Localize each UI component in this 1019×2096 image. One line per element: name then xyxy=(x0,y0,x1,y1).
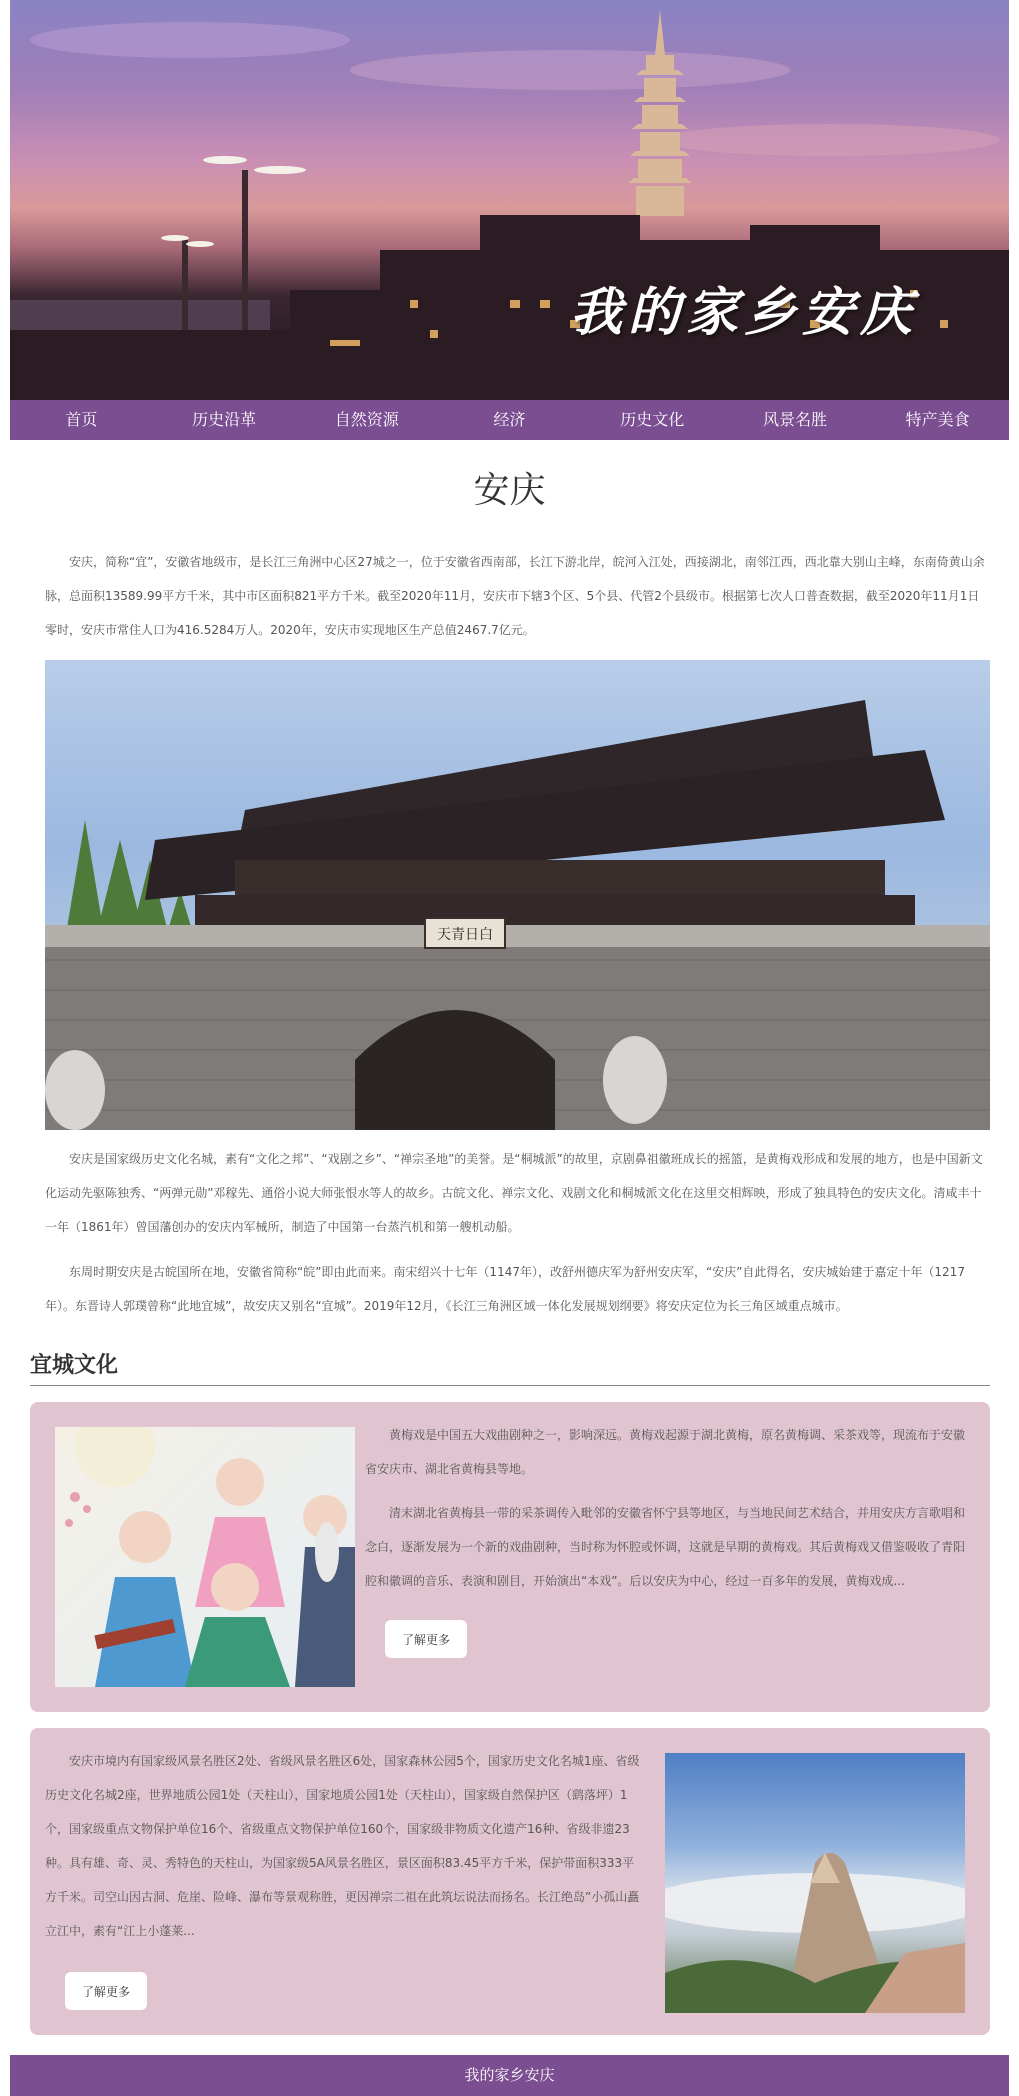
huangmei-opera-text xyxy=(365,1418,965,1598)
section-title: 宜城文化 xyxy=(30,1353,119,1378)
culture-paragraph: 安庆是国家级历史文化名城，素有“文化之邦”、“戏剧之乡”、“禅宗圣地”的美誉。是“桐城派”的故里，京剧鼻祖徽班成长的摇篮，是黄梅戏形成和发展的地方，也是中国新文化运动先驱陈独秀、“两弹元勋”邓稼先、通俗小说大师张恨水等人的故乡。古皖文化、禅宗文化、戏剧文化和桐城派文化在这里交相辉映，形成了独具特色的安庆文化。清咸丰十一年（1861年）曾国藩创办的安庆内军械所，制造了中国第一台蒸汽机和第一艘机动船。 xyxy=(45,1152,983,1234)
nav-item-home[interactable]: 首页 xyxy=(65,410,98,429)
city-gate-illustration xyxy=(45,660,990,1130)
huangmei-opera-image xyxy=(55,1427,355,1687)
banner-title: 我的家乡安庆 xyxy=(570,282,919,343)
section-divider xyxy=(30,1385,990,1386)
nav-item-specialties[interactable]: 特产美食 xyxy=(905,410,970,429)
tianzhu-mountain-image xyxy=(665,1753,965,2013)
footer: 我的家乡安庆 xyxy=(10,2055,1009,2096)
learn-more-button-scenery[interactable]: 了解更多 xyxy=(65,1972,147,2010)
history-paragraph: 东周时期安庆是古皖国所在地，安徽省简称“皖”即由此而来。南宋绍兴十七年（1147年），改舒州德庆军为舒州安庆军，“安庆”自此得名，安庆城始建于嘉定十年（1217年）。东晋诗人郭璞曾称“此地宜城”，故安庆又别名“宜城”。2019年12月，《长江三角洲区域一体化发展规划纲要》将安庆定位为长三角区域重点城市。 xyxy=(45,1265,965,1313)
opera-performers-illustration xyxy=(55,1427,355,1687)
nav-item-economy[interactable]: 经济 xyxy=(493,410,526,429)
scenery-card xyxy=(30,1728,990,2035)
scenery-text xyxy=(45,1744,645,1948)
header-banner xyxy=(10,0,1009,400)
huangmei-opera-para-1: 黄梅戏是中国五大戏曲剧种之一，影响深远。黄梅戏起源于湖北黄梅，原名黄梅调、采茶戏等，现流布于安徽省安庆市、湖北省黄梅县等地。 xyxy=(365,1428,966,1476)
scenery-para-1: 安庆市境内有国家级风景名胜区2处、省级风景名胜区6处，国家森林公园5个，国家历史文化名城1座、省级历史文化名城2座，世界地质公园1处（天柱山），国家地质公园1处（天柱山），国家级自然保护区（鹞落坪）1个，国家级重点文物保护单位16个、省级重点文物保护单位160个，国家级非物质文化遗产16种、省级非遗23种。具有雄、奇、灵、秀特色的天柱山，为国家级5A风景名胜区，景区面积83.45平方千米，保护带面积333平方千米。司空山因古洞、危崖、险峰、瀑布等景观称胜，更因禅宗二祖在此筑坛说法而扬名。长江绝岛”小孤山矗立江中，素有“江上小蓬莱... xyxy=(45,1754,640,1938)
nav-item-culture[interactable]: 历史文化 xyxy=(620,410,685,429)
page xyxy=(10,0,1009,2096)
nav-item-scenery[interactable]: 风景名胜 xyxy=(762,410,827,429)
main-nav xyxy=(10,400,1009,440)
nav-item-natural-resources[interactable]: 自然资源 xyxy=(334,410,399,429)
mountain-illustration xyxy=(665,1753,965,2013)
huangmei-opera-card xyxy=(30,1402,990,1712)
gate-sign-text: 天青日白 xyxy=(437,927,493,943)
page-title: 安庆 xyxy=(473,470,546,511)
city-gate-photo xyxy=(45,660,990,1130)
intro-paragraph: 安庆，简称“宜”，安徽省地级市，是长江三角洲中心区27城之一，位于安徽省西南部，长江下游北岸，皖河入江处，西接湖北，南邻江西，西北靠大别山主峰，东南倚黄山余脉，总面积13589.99平方千米，其中市区面积821平方千米。截至2020年11月，安庆市下辖3个区、5个县、代管2个县级市。根据第七次人口普查数据，截至2020年11月1日零时，安庆市常住人口为416.5284万人。2020年，安庆市实现地区生产总值2467.7亿元。 xyxy=(45,555,985,637)
learn-more-button-opera[interactable]: 了解更多 xyxy=(385,1620,467,1658)
nav-item-history[interactable]: 历史沿革 xyxy=(192,410,257,429)
huangmei-opera-para-2: 清末湖北省黄梅县一带的采茶调传入毗邻的安徽省怀宁县等地区，与当地民间艺术结合，并用安庆方言歌唱和念白，逐渐发展为一个新的戏曲剧种，当时称为怀腔或怀调，这就是早期的黄梅戏。其后黄梅戏又借鉴吸收了青阳腔和徽调的音乐、表演和剧目，开始演出“本戏”。后以安庆为中心，经过一百多年的发展，黄梅戏成... xyxy=(365,1506,966,1588)
